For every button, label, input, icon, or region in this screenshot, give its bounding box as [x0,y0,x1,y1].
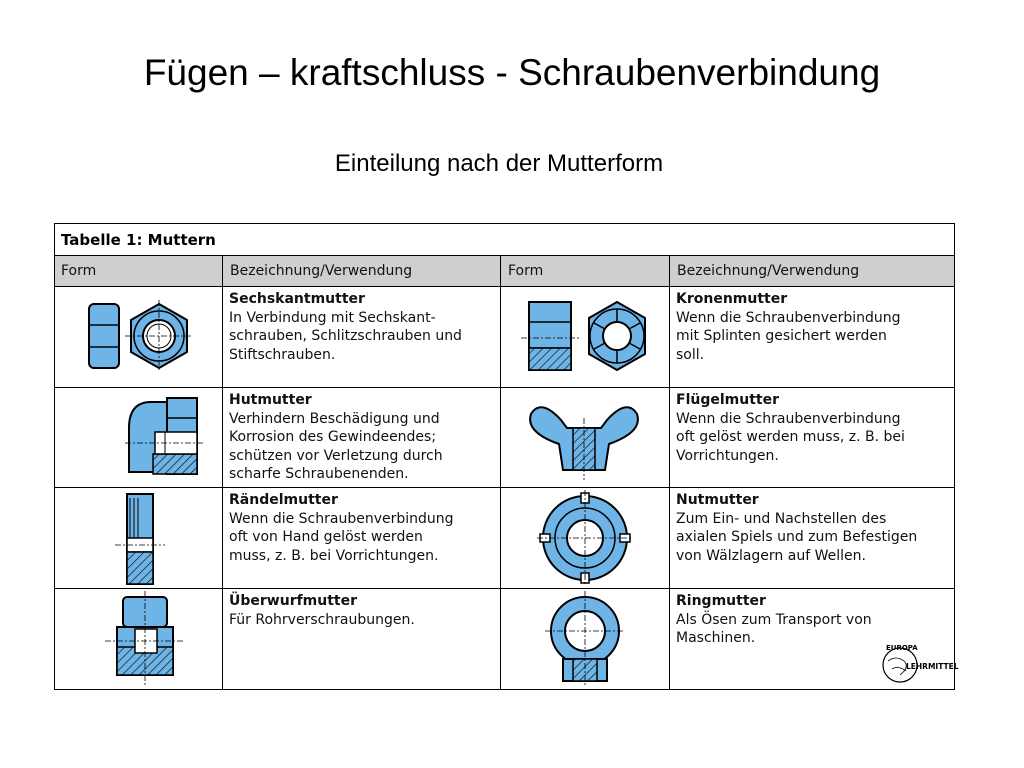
grid-vline [669,256,670,689]
logo-bottom-text: LEHRMITTEL [906,662,959,671]
nut-description: Zum Ein- und Nachstellen des axialen Spiels und zum Befestigen von Wälzlagern auf Wellen. [676,510,918,564]
nut-description: In Verbindung mit Sechskant- schrauben, Schlitzschrauben und Stiftschrauben. [229,309,462,363]
table-row [229,290,499,364]
table-row [229,592,499,629]
slotted-round-nut-drawing [501,488,669,588]
table-caption: Tabelle 1: Muttern [55,224,954,256]
table-row [229,491,499,565]
knurled-nut-drawing [55,488,222,588]
header-designation-left: Bezeichnung/Verwendung [230,263,413,279]
nut-description: Als Ösen zum Transport von Maschinen. [676,611,872,647]
nut-name: Rändelmutter [229,492,338,508]
nut-description: Wenn die Schraubenverbindung mit Splinten gesichert werden soll. [676,309,901,363]
header-designation-right: Bezeichnung/Verwendung [677,263,860,279]
logo-top-text: EUROPA [886,644,918,652]
castle-nut-drawing [501,288,669,387]
eye-nut-drawing [501,589,669,689]
slide-title: Fügen – kraftschluss - Schraubenverbindung [143,52,881,93]
europa-lehrmittel-logo [880,641,959,685]
union-nut-drawing [55,589,222,689]
table-header-row [55,256,954,287]
nut-description: Für Rohrverschraubungen. [229,611,415,628]
nut-name: Kronenmutter [676,291,788,307]
nut-name: Nutmutter [676,492,759,508]
nut-description: Verhindern Beschädigung und Korrosion des Gewindeendes; schützen vor Verletzung durch scharfe Schraubenenden. [229,410,443,483]
grid-vline [222,256,223,689]
nut-name: Flügelmutter [676,392,779,408]
table-row [676,491,954,565]
slide-subtitle: Einteilung nach der Mutterform [334,150,664,177]
wing-nut-drawing [501,388,669,487]
nut-name: Hutmutter [229,392,312,408]
table-row [676,290,954,364]
hex-nut-drawing [55,288,222,387]
table-row [676,592,954,648]
nut-description: Wenn die Schraubenverbindung oft gelöst werden muss, z. B. bei Vorrichtungen. [676,410,905,464]
table-row [676,391,954,465]
header-form-left: Form [61,263,97,279]
nut-description: Wenn die Schraubenverbindung oft von Hand gelöst werden muss, z. B. bei Vorrichtungen. [229,510,454,564]
nut-name: Überwurfmutter [229,593,358,609]
cap-nut-drawing [55,388,222,487]
header-form-right: Form [508,263,544,279]
nut-table [54,223,959,690]
table-row [229,391,499,484]
nut-name: Ringmutter [676,593,766,609]
nut-name: Sechskantmutter [229,291,365,307]
